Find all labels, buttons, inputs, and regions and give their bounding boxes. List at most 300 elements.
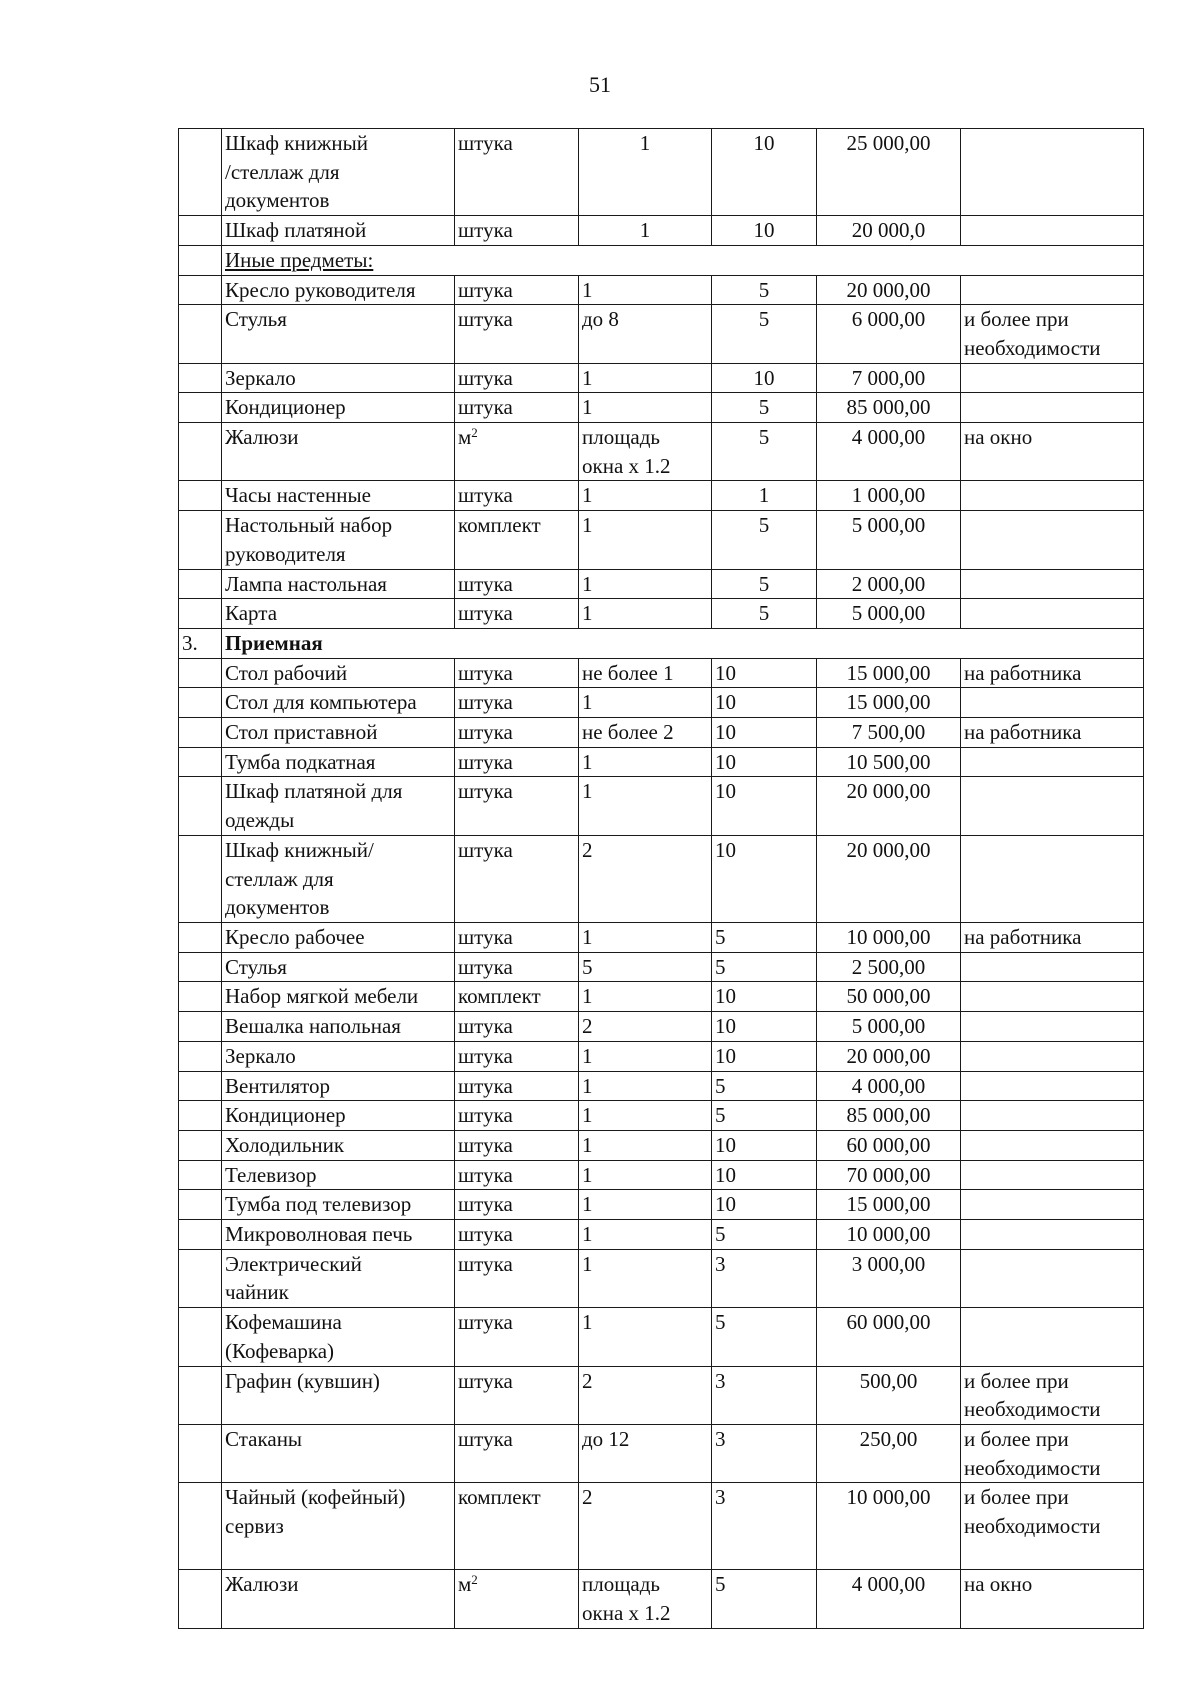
- table-row: [179, 718, 1144, 748]
- table-row: [179, 1130, 1144, 1160]
- quantity-cell: [579, 393, 712, 423]
- item-name-line: Настольный набор: [225, 513, 393, 538]
- price-cell: 70 000,00: [817, 1160, 961, 1190]
- price-cell: 10 000,00: [817, 1483, 961, 1570]
- item-name-cell: [222, 718, 455, 748]
- item-name-cell: [222, 922, 455, 952]
- item-name-line: одежды: [225, 808, 295, 833]
- note-line: необходимости: [964, 335, 1101, 360]
- row-number-cell: [179, 982, 222, 1012]
- quantity-line: 1: [582, 1192, 593, 1217]
- quantity-line: 1: [582, 483, 593, 508]
- item-name-cell: [222, 363, 455, 393]
- price-cell: 20 000,0: [817, 216, 961, 246]
- quantity-cell: [579, 511, 712, 569]
- item-name-line: Набор мягкой мебели: [225, 984, 419, 1009]
- service-life-cell: 5: [712, 1101, 817, 1131]
- service-life-cell: 10: [712, 718, 817, 748]
- quantity-line: 1: [582, 1222, 593, 1247]
- quantity-line: 1: [582, 1103, 593, 1128]
- unit-cell: [455, 599, 579, 629]
- unit-text: штука: [458, 571, 513, 596]
- unit-text: комплект: [458, 984, 541, 1009]
- table-row: [179, 1012, 1144, 1042]
- unit-text: штука: [458, 1251, 513, 1276]
- quantity-cell: [579, 1041, 712, 1071]
- subheader-row: [179, 245, 1144, 275]
- price-cell: 20 000,00: [817, 275, 961, 305]
- quantity-cell: [579, 275, 712, 305]
- table-row: [179, 1249, 1144, 1307]
- quantity-cell: [579, 216, 712, 246]
- unit-cell: [455, 688, 579, 718]
- subheader-title: [222, 245, 1144, 275]
- note-cell: [961, 1366, 1144, 1424]
- item-name-line: Зеркало: [225, 365, 296, 390]
- unit-text: штука: [458, 1192, 513, 1217]
- quantity-cell: [579, 922, 712, 952]
- item-name-cell: [222, 1130, 455, 1160]
- quantity-line: 1: [582, 984, 593, 1009]
- item-name-cell: [222, 599, 455, 629]
- unit-text: штука: [458, 131, 513, 155]
- item-name-line: Тумба подкатная: [225, 749, 376, 774]
- item-name-cell: [222, 1220, 455, 1250]
- price-cell: 15 000,00: [817, 658, 961, 688]
- quantity-cell: [579, 1366, 712, 1424]
- unit-cell: [455, 1308, 579, 1366]
- quantity-line: 1: [582, 1251, 593, 1276]
- item-name-cell: [222, 777, 455, 835]
- page-number: 51: [589, 72, 611, 97]
- price-cell: 4 000,00: [817, 423, 961, 481]
- unit-text: комплект: [458, 513, 541, 538]
- price-cell: 15 000,00: [817, 688, 961, 718]
- price-cell: 60 000,00: [817, 1130, 961, 1160]
- service-life-cell: 10: [712, 1160, 817, 1190]
- price-cell: 20 000,00: [817, 777, 961, 835]
- row-number-cell: 3.: [179, 628, 222, 658]
- unit-text: штука: [458, 1043, 513, 1068]
- furniture-norms-table: [178, 128, 1144, 1629]
- price-cell: 10 000,00: [817, 922, 961, 952]
- unit-text: штука: [458, 720, 513, 745]
- unit-text: штука: [458, 1014, 513, 1039]
- service-life-cell: 5: [712, 393, 817, 423]
- quantity-line: не более 1: [582, 660, 674, 685]
- row-number-cell: [179, 481, 222, 511]
- price-cell: 85 000,00: [817, 1101, 961, 1131]
- row-number-cell: [179, 1220, 222, 1250]
- quantity-line: 1: [582, 749, 593, 774]
- service-life-cell: 10: [712, 216, 817, 246]
- table-row: [179, 747, 1144, 777]
- table-row: [179, 423, 1144, 481]
- unit-cell: [455, 481, 579, 511]
- item-name-line: Кресло руководителя: [225, 277, 416, 302]
- quantity-line: площадь: [582, 1572, 660, 1597]
- price-cell: 2 000,00: [817, 569, 961, 599]
- service-life-cell: 5: [712, 511, 817, 569]
- table-row: [179, 1101, 1144, 1131]
- note-cell: [961, 1012, 1144, 1042]
- note-cell: [961, 1071, 1144, 1101]
- service-life-cell: 3: [712, 1483, 817, 1570]
- note-cell: [961, 599, 1144, 629]
- item-name-line: документов: [225, 895, 330, 920]
- price-cell: 10 000,00: [817, 1220, 961, 1250]
- note-cell: [961, 1130, 1144, 1160]
- item-name-cell: [222, 511, 455, 569]
- item-name-cell: [222, 1101, 455, 1131]
- note-cell: [961, 1101, 1144, 1131]
- note-cell: [961, 1160, 1144, 1190]
- item-name-line: Чайный (кофейный): [225, 1485, 406, 1510]
- quantity-line: не более 2: [582, 720, 674, 745]
- item-name-line: Стол рабочий: [225, 660, 348, 685]
- row-number-cell: [179, 511, 222, 569]
- row-number-cell: [179, 1249, 222, 1307]
- table-row: [179, 569, 1144, 599]
- note-line: на работника: [964, 720, 1082, 745]
- row-number-cell: [179, 1570, 222, 1628]
- quantity-line: 1: [639, 131, 651, 155]
- quantity-line: до 12: [582, 1426, 630, 1451]
- row-number-cell: [179, 1308, 222, 1366]
- table-row: [179, 1220, 1144, 1250]
- item-name-line: Вентилятор: [225, 1073, 331, 1098]
- quantity-cell: [579, 1424, 712, 1482]
- unit-cell: [455, 1220, 579, 1250]
- item-name-cell: [222, 1249, 455, 1307]
- unit-cell: [455, 1366, 579, 1424]
- row-number-cell: [179, 245, 222, 275]
- item-name-line: Жалюзи: [225, 1572, 299, 1597]
- service-life-cell: 10: [712, 747, 817, 777]
- table-row: [179, 1071, 1144, 1101]
- note-cell: [961, 982, 1144, 1012]
- item-name-cell: [222, 747, 455, 777]
- price-cell: 250,00: [817, 1424, 961, 1482]
- section-title: [222, 628, 1144, 658]
- unit-cell: [455, 1190, 579, 1220]
- quantity-cell: [579, 599, 712, 629]
- note-cell: [961, 688, 1144, 718]
- unit-text: штука: [458, 365, 513, 390]
- item-name-line: Стаканы: [225, 1426, 303, 1451]
- item-name-line: Лампа настольная: [225, 571, 387, 596]
- unit-text: штука: [458, 690, 513, 715]
- service-life-cell: 5: [712, 952, 817, 982]
- unit-cell: [455, 1012, 579, 1042]
- price-cell: 5 000,00: [817, 1012, 961, 1042]
- item-name-line: Электрический: [225, 1251, 362, 1276]
- service-life-cell: 5: [712, 275, 817, 305]
- unit-cell: [455, 922, 579, 952]
- unit-cell: [455, 363, 579, 393]
- unit-text: штука: [458, 1103, 513, 1128]
- unit-text: штука: [458, 601, 513, 626]
- unit-cell: [455, 1071, 579, 1101]
- price-cell: 15 000,00: [817, 1190, 961, 1220]
- item-name-line: Вешалка напольная: [225, 1014, 401, 1039]
- note-line: и более при: [964, 1368, 1069, 1393]
- item-name-line: Стол для компьютера: [225, 690, 417, 715]
- table-row: [179, 922, 1144, 952]
- note-cell: [961, 922, 1144, 952]
- row-number-cell: [179, 129, 222, 216]
- table-body: [179, 129, 1144, 1629]
- item-name-cell: [222, 1308, 455, 1366]
- unit-text: штука: [458, 1310, 513, 1335]
- note-cell: [961, 569, 1144, 599]
- unit-cell: [455, 1041, 579, 1071]
- price-cell: 7 500,00: [817, 718, 961, 748]
- item-name-cell: [222, 1366, 455, 1424]
- item-name-line: Шкаф платяной для: [225, 779, 403, 804]
- quantity-cell: [579, 1308, 712, 1366]
- note-line: и более при: [964, 1485, 1069, 1510]
- item-name-line: Телевизор: [225, 1162, 317, 1187]
- item-name-cell: [222, 1012, 455, 1042]
- quantity-cell: [579, 1160, 712, 1190]
- service-life-cell: 10: [712, 777, 817, 835]
- service-life-cell: 5: [712, 922, 817, 952]
- quantity-cell: [579, 835, 712, 922]
- service-life-cell: 5: [712, 599, 817, 629]
- row-number-cell: [179, 688, 222, 718]
- row-number-cell: [179, 952, 222, 982]
- price-cell: 25 000,00: [817, 129, 961, 216]
- section-row: [179, 628, 1144, 658]
- quantity-line: 5: [582, 954, 593, 979]
- quantity-line: 1: [639, 218, 651, 243]
- note-cell: [961, 216, 1144, 246]
- item-name-line: Шкаф книжный/: [225, 837, 374, 862]
- service-life-cell: 10: [712, 129, 817, 216]
- item-name-cell: [222, 129, 455, 216]
- row-number-cell: [179, 363, 222, 393]
- quantity-cell: [579, 363, 712, 393]
- table-row: [179, 777, 1144, 835]
- item-name-line: Шкаф книжный: [225, 131, 369, 155]
- unit-text: штука: [458, 307, 513, 332]
- quantity-cell: [579, 1101, 712, 1131]
- quantity-cell: [579, 1130, 712, 1160]
- item-name-line: Стол приставной: [225, 720, 378, 745]
- price-cell: 4 000,00: [817, 1570, 961, 1628]
- note-cell: [961, 1220, 1144, 1250]
- item-name-line: Зеркало: [225, 1043, 296, 1068]
- row-number-cell: [179, 1130, 222, 1160]
- note-cell: [961, 1041, 1144, 1071]
- quantity-line: окна х 1.2: [582, 1601, 671, 1626]
- service-life-cell: 10: [712, 1130, 817, 1160]
- unit-text: штука: [458, 749, 513, 774]
- price-cell: 7 000,00: [817, 363, 961, 393]
- unit-cell: [455, 1130, 579, 1160]
- item-name-line: Стулья: [225, 307, 287, 332]
- note-line: на работника: [964, 660, 1082, 685]
- service-life-cell: 10: [712, 1041, 817, 1071]
- table-row: [179, 363, 1144, 393]
- table-row: [179, 481, 1144, 511]
- service-life-cell: 5: [712, 1308, 817, 1366]
- quantity-cell: [579, 952, 712, 982]
- table-row: [179, 952, 1144, 982]
- note-cell: [961, 835, 1144, 922]
- quantity-line: 1: [582, 1132, 593, 1157]
- quantity-cell: [579, 481, 712, 511]
- table-row: [179, 1483, 1144, 1570]
- item-name-cell: [222, 423, 455, 481]
- unit-cell: [455, 1101, 579, 1131]
- quantity-line: окна х 1.2: [582, 453, 671, 478]
- row-number-cell: [179, 835, 222, 922]
- item-name-cell: [222, 835, 455, 922]
- service-life-cell: 5: [712, 423, 817, 481]
- note-line: необходимости: [964, 1397, 1101, 1422]
- unit-cell: [455, 1424, 579, 1482]
- note-cell: [961, 305, 1144, 363]
- quantity-line: 1: [582, 779, 593, 804]
- quantity-cell: [579, 1220, 712, 1250]
- quantity-cell: [579, 1570, 712, 1628]
- price-cell: 20 000,00: [817, 835, 961, 922]
- unit-cell: [455, 835, 579, 922]
- price-cell: 3 000,00: [817, 1249, 961, 1307]
- table-row: [179, 275, 1144, 305]
- price-cell: 50 000,00: [817, 982, 961, 1012]
- unit-text: штука: [458, 277, 513, 302]
- table-row: [179, 393, 1144, 423]
- note-line: на окно: [964, 425, 1033, 450]
- unit-cell: [455, 1160, 579, 1190]
- item-name-line: сервиз: [225, 1514, 284, 1539]
- service-life-cell: 3: [712, 1424, 817, 1482]
- table-row: [179, 511, 1144, 569]
- row-number-cell: [179, 658, 222, 688]
- row-number-cell: [179, 1190, 222, 1220]
- note-cell: [961, 511, 1144, 569]
- quantity-line: 1: [582, 601, 593, 626]
- quantity-cell: [579, 1071, 712, 1101]
- table-row: [179, 129, 1144, 216]
- note-cell: [961, 747, 1144, 777]
- unit-cell: [455, 216, 579, 246]
- item-name-line: Карта: [225, 601, 278, 626]
- row-number-cell: [179, 1071, 222, 1101]
- table-row: [179, 688, 1144, 718]
- item-name-line: чайник: [225, 1280, 289, 1305]
- item-name-line: Кондиционер: [225, 1103, 346, 1128]
- price-cell: 20 000,00: [817, 1041, 961, 1071]
- item-name-cell: [222, 305, 455, 363]
- unit-text: штука: [458, 1368, 513, 1393]
- item-name-cell: [222, 1190, 455, 1220]
- note-cell: [961, 718, 1144, 748]
- service-life-cell: 5: [712, 1220, 817, 1250]
- row-number-cell: [179, 1101, 222, 1131]
- note-line: и более при: [964, 1426, 1069, 1451]
- unit-cell: [455, 569, 579, 599]
- service-life-cell: 1: [712, 481, 817, 511]
- unit-superscript: 2: [471, 425, 478, 441]
- quantity-cell: [579, 423, 712, 481]
- item-name-cell: [222, 688, 455, 718]
- row-number-cell: [179, 1424, 222, 1482]
- unit-text: комплект: [458, 1485, 541, 1510]
- table-row: [179, 1160, 1144, 1190]
- table-row: [179, 658, 1144, 688]
- unit-cell: [455, 658, 579, 688]
- table-row: [179, 1041, 1144, 1071]
- unit-text: штука: [458, 660, 513, 685]
- quantity-cell: [579, 747, 712, 777]
- price-cell: 5 000,00: [817, 511, 961, 569]
- price-cell: 2 500,00: [817, 952, 961, 982]
- note-cell: [961, 777, 1144, 835]
- service-life-cell: 5: [712, 569, 817, 599]
- item-name-cell: [222, 481, 455, 511]
- item-name-cell: [222, 1483, 455, 1570]
- item-name-line: Кондиционер: [225, 395, 346, 420]
- price-cell: 1 000,00: [817, 481, 961, 511]
- row-number-cell: [179, 1041, 222, 1071]
- price-cell: 10 500,00: [817, 747, 961, 777]
- table-row: [179, 835, 1144, 922]
- price-cell: 6 000,00: [817, 305, 961, 363]
- unit-cell: [455, 747, 579, 777]
- note-cell: [961, 1308, 1144, 1366]
- quantity-line: 2: [582, 837, 593, 862]
- service-life-cell: 5: [712, 305, 817, 363]
- item-name-line: Кофемашина: [225, 1310, 342, 1335]
- row-number-cell: [179, 747, 222, 777]
- quantity-line: 1: [582, 395, 593, 420]
- row-number-cell: [179, 216, 222, 246]
- quantity-cell: [579, 129, 712, 216]
- item-name-cell: [222, 1424, 455, 1482]
- quantity-cell: [579, 688, 712, 718]
- row-number-cell: [179, 305, 222, 363]
- note-cell: [961, 363, 1144, 393]
- table-row: [179, 982, 1144, 1012]
- unit-cell: [455, 982, 579, 1012]
- item-name-cell: [222, 1160, 455, 1190]
- quantity-line: 2: [582, 1368, 593, 1393]
- item-name-line: Графин (кувшин): [225, 1368, 380, 1393]
- note-cell: [961, 952, 1144, 982]
- row-number-cell: [179, 1483, 222, 1570]
- note-cell: [961, 129, 1144, 216]
- note-cell: [961, 658, 1144, 688]
- item-name-cell: [222, 569, 455, 599]
- title-line: Иные предметы:: [225, 247, 374, 272]
- quantity-line: 1: [582, 924, 593, 949]
- unit-text: м: [458, 425, 472, 450]
- table-row: [179, 305, 1144, 363]
- unit-cell: [455, 423, 579, 481]
- unit-text: штука: [458, 954, 513, 979]
- unit-text: штука: [458, 483, 513, 508]
- note-line: на работника: [964, 924, 1082, 949]
- note-line: необходимости: [964, 1514, 1101, 1539]
- unit-superscript: 2: [471, 1572, 478, 1588]
- row-number-cell: [179, 1366, 222, 1424]
- row-number-cell: [179, 275, 222, 305]
- service-life-cell: 10: [712, 1012, 817, 1042]
